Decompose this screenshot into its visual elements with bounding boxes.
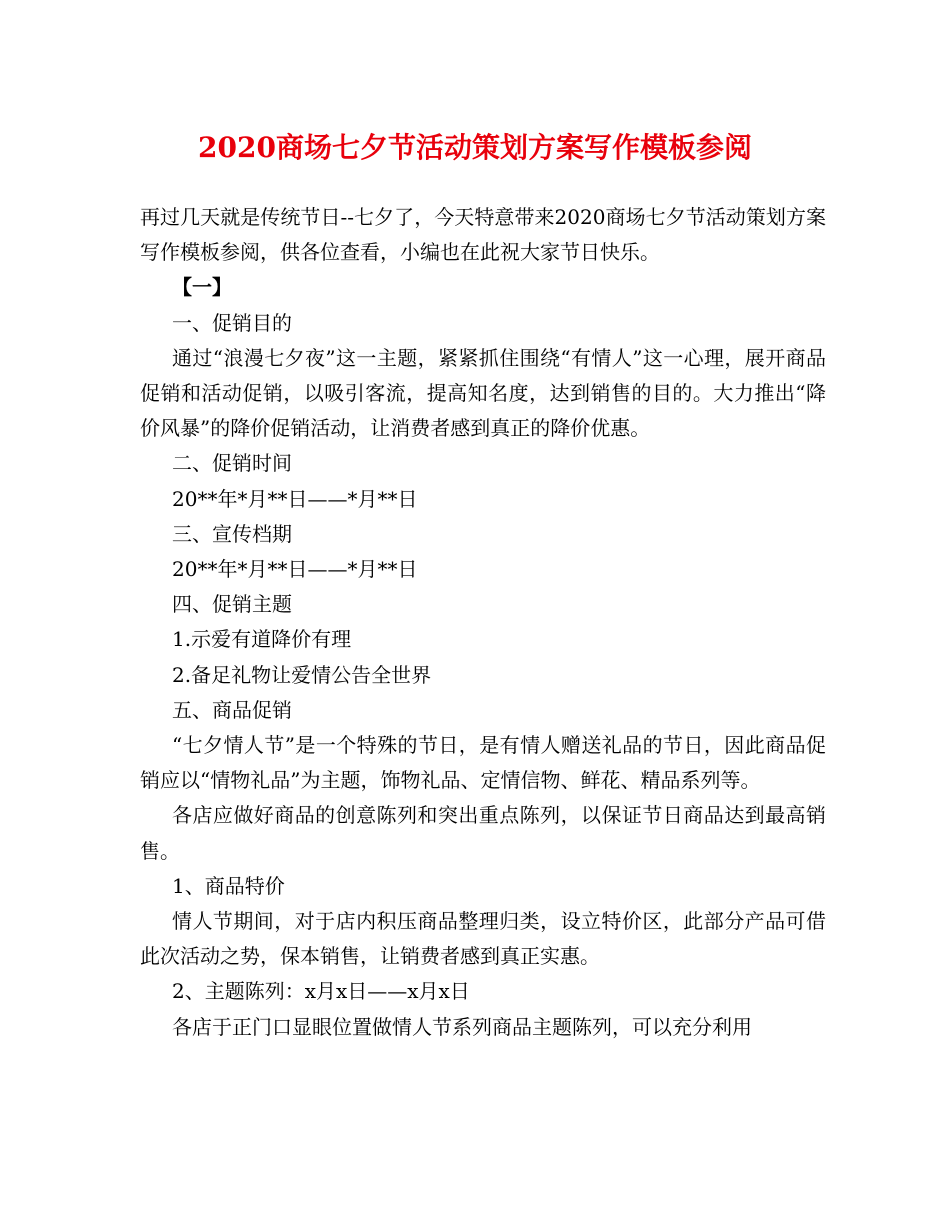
- paragraph: 各店于正门口显眼位置做情人节系列商品主题陈列，可以充分利用: [172, 1014, 752, 1039]
- date-range: 20**年*月**日——*月**日: [172, 557, 418, 582]
- section-heading: 三、宣传档期: [172, 521, 292, 546]
- paragraph: 通过“浪漫七夕夜”这一主题，紧紧抓住围绕“有情人”这一心理，展开商品促销和活动促销，以吸引客流，提高知名度，达到销售的目的。大力推出“降价风暴”的降价促销活动，让消费者感到真正的降价优惠。: [140, 345, 826, 441]
- paragraph: 情人节期间，对于店内积压商品整理归类，设立特价区，此部分产品可借此次活动之势，保本销售，让销费者感到真正实惠。: [140, 909, 826, 969]
- section-heading: 二、促销时间: [172, 451, 292, 476]
- section-heading: 四、促销主题: [172, 592, 292, 617]
- date-range: 20**年*月**日——*月**日: [172, 486, 418, 511]
- list-item: 2.备足礼物让爱情公告全世界: [172, 662, 432, 687]
- document-body: [140, 200, 826, 1045]
- paragraph: “七夕情人节”是一个特殊的节日，是有情人赠送礼品的节日，因此商品促销应以“情物礼品”为主题，饰物礼品、定情信物、鲜花、精品系列等。: [140, 733, 826, 793]
- section-heading: 五、商品促销: [172, 697, 292, 722]
- subsection-heading: 2、主题陈列：x月x日——x月x日: [172, 979, 470, 1004]
- document-title: 2020商场七夕节活动策划方案写作模板参阅: [198, 131, 752, 164]
- section-heading: 一、促销目的: [172, 310, 292, 335]
- subsection-heading: 1、商品特价: [172, 873, 285, 898]
- intro-paragraph: 再过几天就是传统节日--七夕了，今天特意带来2020商场七夕节活动策划方案写作模板参阅，供各位查看，小编也在此祝大家节日快乐。: [140, 205, 826, 265]
- paragraph: 各店应做好商品的创意陈列和突出重点陈列，以保证节日商品达到最高销售。: [140, 803, 826, 863]
- list-item: 1.示爱有道降价有理: [172, 627, 352, 652]
- section-marker: 【一】: [172, 275, 232, 300]
